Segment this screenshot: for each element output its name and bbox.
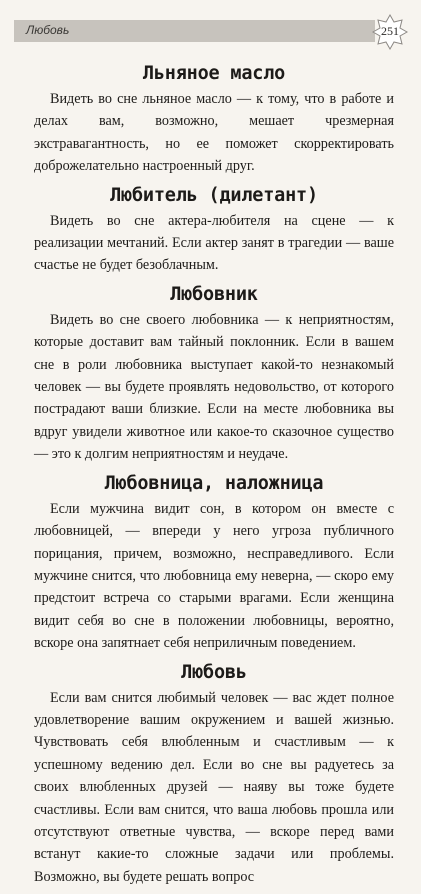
page-number: 251 bbox=[381, 24, 399, 38]
entry-text: Если мужчина видит сон, в котором он вместе с любовницей, — впереди у него угроза публичного порицания, причем, возможно, несправедливого. Если мужчине снится, что любовница ему неверна, — скоро ему предстоит встреча со старыми врагами. Если женщина видит себя во сне в положении любовницы, вероятно, вскоре она запятнает себя неприличным поведением. bbox=[34, 500, 394, 652]
entry-title: Льняное масло bbox=[142, 63, 286, 84]
entry-amateur bbox=[34, 184, 394, 277]
entry-title: Любитель (дилетант) bbox=[110, 184, 318, 206]
entry-title: Любовник bbox=[170, 283, 258, 305]
entries bbox=[34, 62, 394, 894]
entry-title: Любовница, наложница bbox=[104, 472, 324, 494]
entry-title: Любовь bbox=[181, 661, 247, 683]
page-number-badge bbox=[372, 14, 408, 50]
entry-love bbox=[34, 661, 394, 889]
entry-mistress bbox=[34, 472, 394, 655]
entry-linseed-oil bbox=[34, 62, 394, 178]
entry-text: Видеть во сне своего любовника — к неприятностям, которые доставит вам тайный поклонник. Если в вашем сне в роли любовника выступает какой-то незнакомый человек — вы будете проявлять недовольство, от которого пострадают ваши близкие. Если на месте любовника вы вдруг увидели животное или какое-то сказочное существо — это к долгим неприятностям и неудаче. bbox=[34, 311, 394, 463]
entry-text: Видеть во сне льняное масло — к тому, что в работе и делах вам, возможно, мешает чрезмерная экстравагантность, но ее поможет скорректировать доброжелательно настроенный друг. bbox=[34, 91, 394, 175]
running-head: Любовь bbox=[26, 23, 70, 37]
entry-text: Видеть во сне актера-любителя на сцене — к реализации мечтаний. Если актер занят в трагедии — ваше счастье не будет безоблачным. bbox=[34, 212, 394, 274]
entry-lover bbox=[34, 283, 394, 466]
entry-text: Если вам снится любимый человек — вас ждет полное удовлетворение вашим окружением и вашей жизнью. Чувствовать себя влюбленным и счастливым — к успешному ведению дел. Если во сне вы радуетесь за своих влюбленных друзей — наяву вы тоже будете счастливы. Если вам снится, что ваша любовь прошла или отсутствуют ответные чувства, — вскоре перед вами встанут какие-то сложные задачи или проблемы. Возможно, вы будете решать вопрос bbox=[34, 689, 394, 885]
